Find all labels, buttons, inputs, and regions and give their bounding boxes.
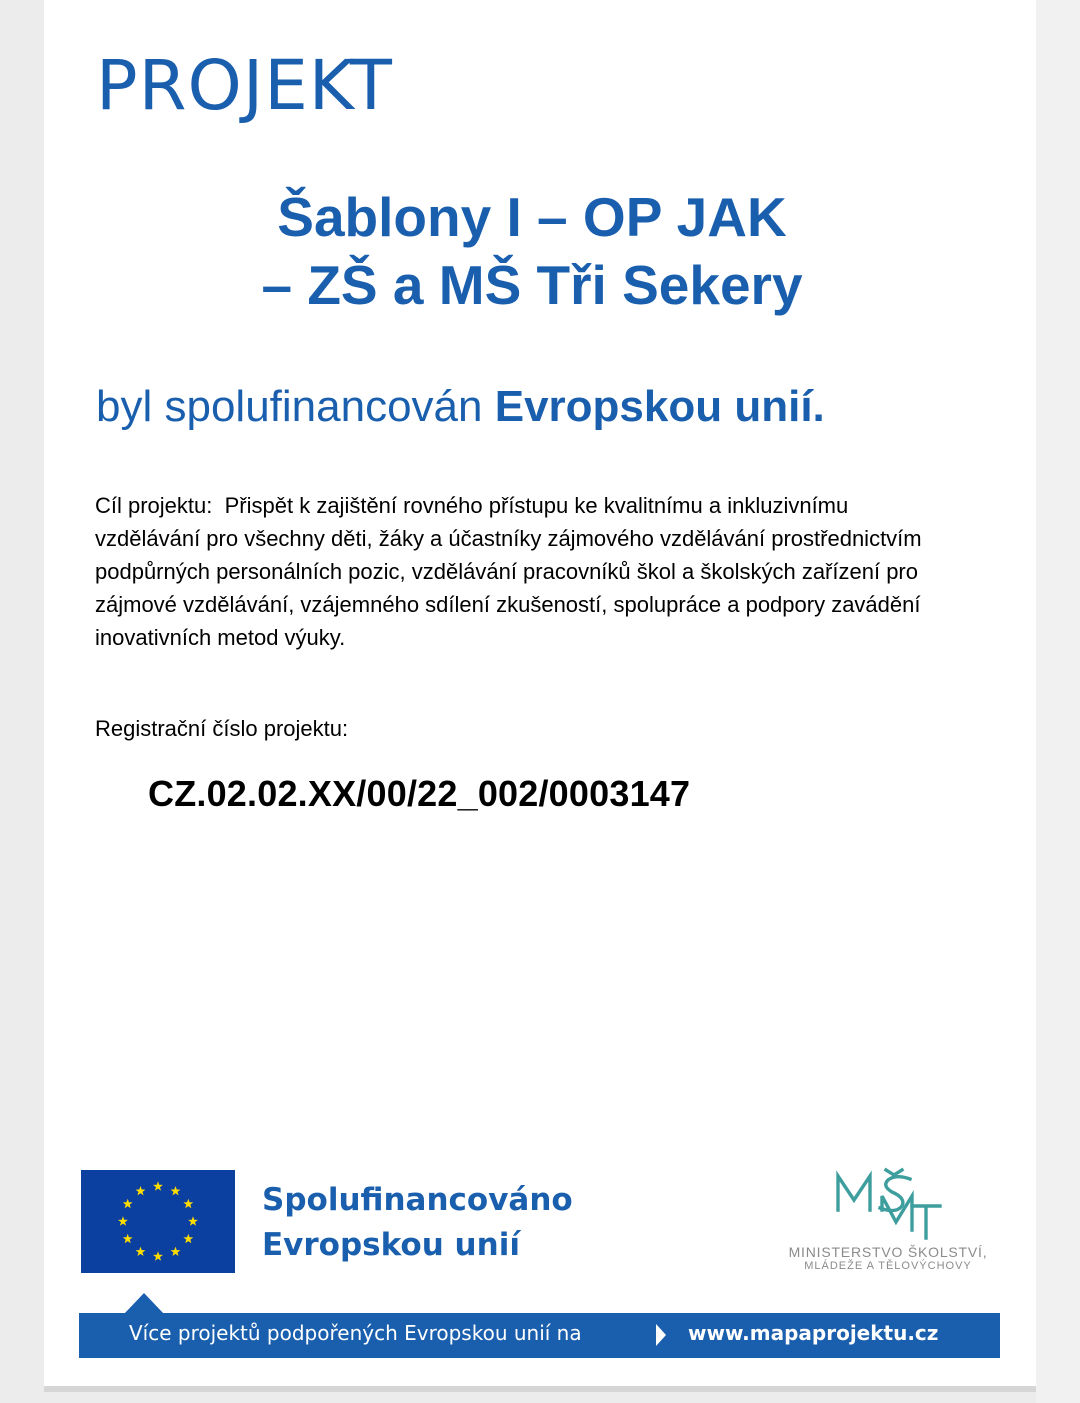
- cofinanced-emphasis: Evropskou unií.: [494, 382, 825, 431]
- goal-text: Přispět k zajištění rovného přístupu ke kvalitnímu a inkluzivnímu vzdělávání pro všechny děti, žáky a účastníky zájmového vzdělávání prostřednictvím podpůrných personálních pozic, vzdělávání pracovníků škol a školských zařízení pro zájmové vzdělávání, vzájemného sdílení zkušeností, spolupráce a podpory zavádění inovativních metod výuky.: [95, 493, 922, 650]
- cofinanced-statement: [96, 382, 825, 431]
- eu-flag-icon: [81, 1170, 235, 1273]
- project-title-line-1: Šablony I – OP JAK: [277, 186, 787, 248]
- mapaprojektu-link[interactable]: www.mapaprojektu.cz: [688, 1321, 939, 1345]
- goal-label: Cíl projektu:: [95, 493, 213, 518]
- eu-cofinanced-line-2: Evropskou unií: [262, 1227, 520, 1263]
- msmt-monogram-icon: [838, 1170, 940, 1238]
- eu-cofinanced-text: [262, 1178, 573, 1268]
- project-title-line-2: – ZŠ a MŠ Tři Sekery: [261, 254, 803, 316]
- banner-notch: [124, 1293, 164, 1314]
- msmt-line-1: MINISTERSTVO ŠKOLSTVÍ,: [788, 1244, 988, 1260]
- cofinanced-prefix: byl spolufinancován: [96, 382, 483, 431]
- viewer-background: [1036, 0, 1080, 1403]
- projekt-heading: PROJEKT: [96, 46, 393, 126]
- eu-cofinanced-line-1: Spolufinancováno: [262, 1182, 573, 1218]
- msmt-line-2: MLÁDEŽE A TĚLOVÝCHOVY: [804, 1260, 972, 1272]
- page-shadow: [44, 1386, 1036, 1392]
- banner-text: Více projektů podpořených Evropskou unií na: [129, 1321, 582, 1345]
- arrow-right-icon: [655, 1322, 667, 1348]
- project-goal: [95, 489, 935, 654]
- registration-label: Registrační číslo projektu:: [95, 716, 349, 741]
- registration-number: CZ.02.02.XX/00/22_002/0003147: [148, 773, 691, 814]
